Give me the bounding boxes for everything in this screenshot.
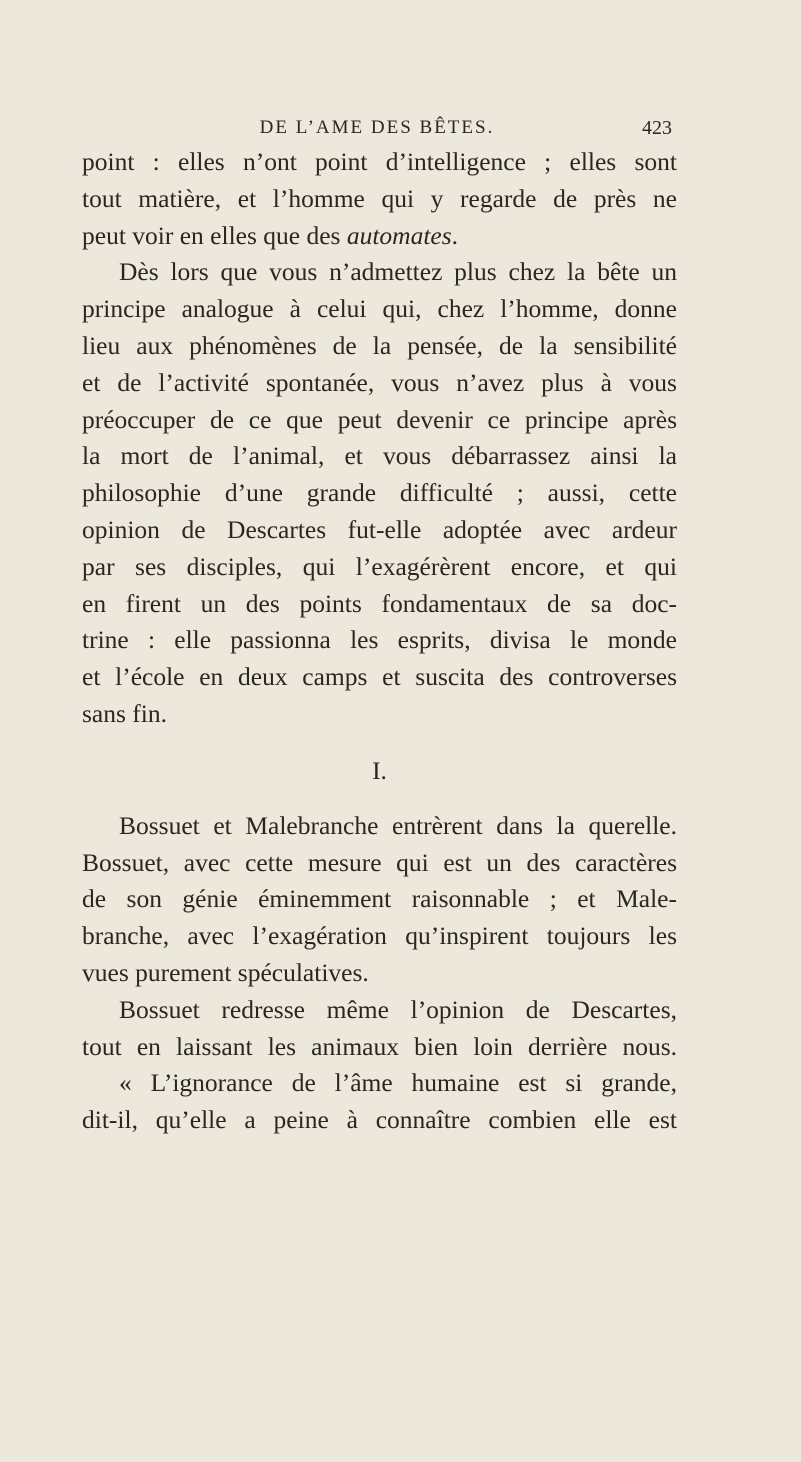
text-line: tout en laissant les animaux bien loin derrière nous. bbox=[82, 1031, 677, 1061]
body-text bbox=[82, 144, 677, 1139]
text-line: Dès lors que vous n’admettez plus chez la bête un bbox=[119, 257, 677, 287]
text-line: préoccuper de ce que peut devenir ce principe après bbox=[82, 404, 677, 434]
text-line bbox=[82, 218, 677, 255]
running-title: DE L’AME DES BÊTES. bbox=[259, 117, 495, 138]
text-line: vues purement spéculatives. bbox=[82, 957, 369, 987]
text-line: de son génie éminemment raisonnable ; et Male- bbox=[82, 884, 677, 914]
text-line: « L’ignorance de l’âme humaine est si grande, bbox=[119, 1068, 677, 1098]
text-line: et de l’activité spontanée, vous n’avez plus à vous bbox=[82, 367, 677, 397]
text-line: par ses disciples, qui l’exagérèrent encore, et qui bbox=[82, 551, 677, 581]
text-line: en firent un des points fondamentaux de sa doc- bbox=[82, 588, 677, 618]
text-line: trine : elle passionna les esprits, divisa le monde bbox=[82, 625, 677, 655]
page-number: 423 bbox=[642, 117, 672, 139]
text-line: principe analogue à celui qui, chez l’homme, donne bbox=[82, 294, 677, 324]
text-line: lieu aux phénomènes de la pensée, de la sensibilité bbox=[82, 330, 677, 360]
text-line: branche, avec l’exagération qu’inspirent toujours les bbox=[82, 921, 677, 951]
text-line: philosophie d’une grande difficulté ; aussi, cette bbox=[82, 478, 677, 508]
text-line: Bossuet, avec cette mesure qui est un des caractères bbox=[82, 847, 677, 877]
text-line: la mort de l’animal, et vous débarrassez ainsi la bbox=[82, 441, 677, 471]
text-segment: peut voir en elles que des bbox=[82, 220, 347, 250]
text-line: opinion de Descartes fut-elle adoptée avec ardeur bbox=[82, 514, 677, 544]
text-line: et l’école en deux camps et suscita des controverses bbox=[82, 662, 677, 692]
text-line: dit-il, qu’elle a peine à connaître combien elle est bbox=[82, 1105, 677, 1135]
text-line: point : elles n’ont point d’intelligence ; elles sont bbox=[82, 147, 677, 176]
text-line: sans fin. bbox=[82, 698, 167, 728]
text-line: Bossuet et Malebranche entrèrent dans la querelle. bbox=[119, 810, 677, 840]
text-line: tout matière, et l’homme qui y regarde de près ne bbox=[82, 183, 677, 213]
emphasis-word: automates bbox=[346, 220, 452, 250]
text-line: Bossuet redresse même l’opinion de Descartes, bbox=[119, 994, 677, 1024]
section-number: I. bbox=[372, 755, 387, 785]
text-segment: . bbox=[451, 220, 459, 250]
running-head bbox=[82, 117, 672, 147]
